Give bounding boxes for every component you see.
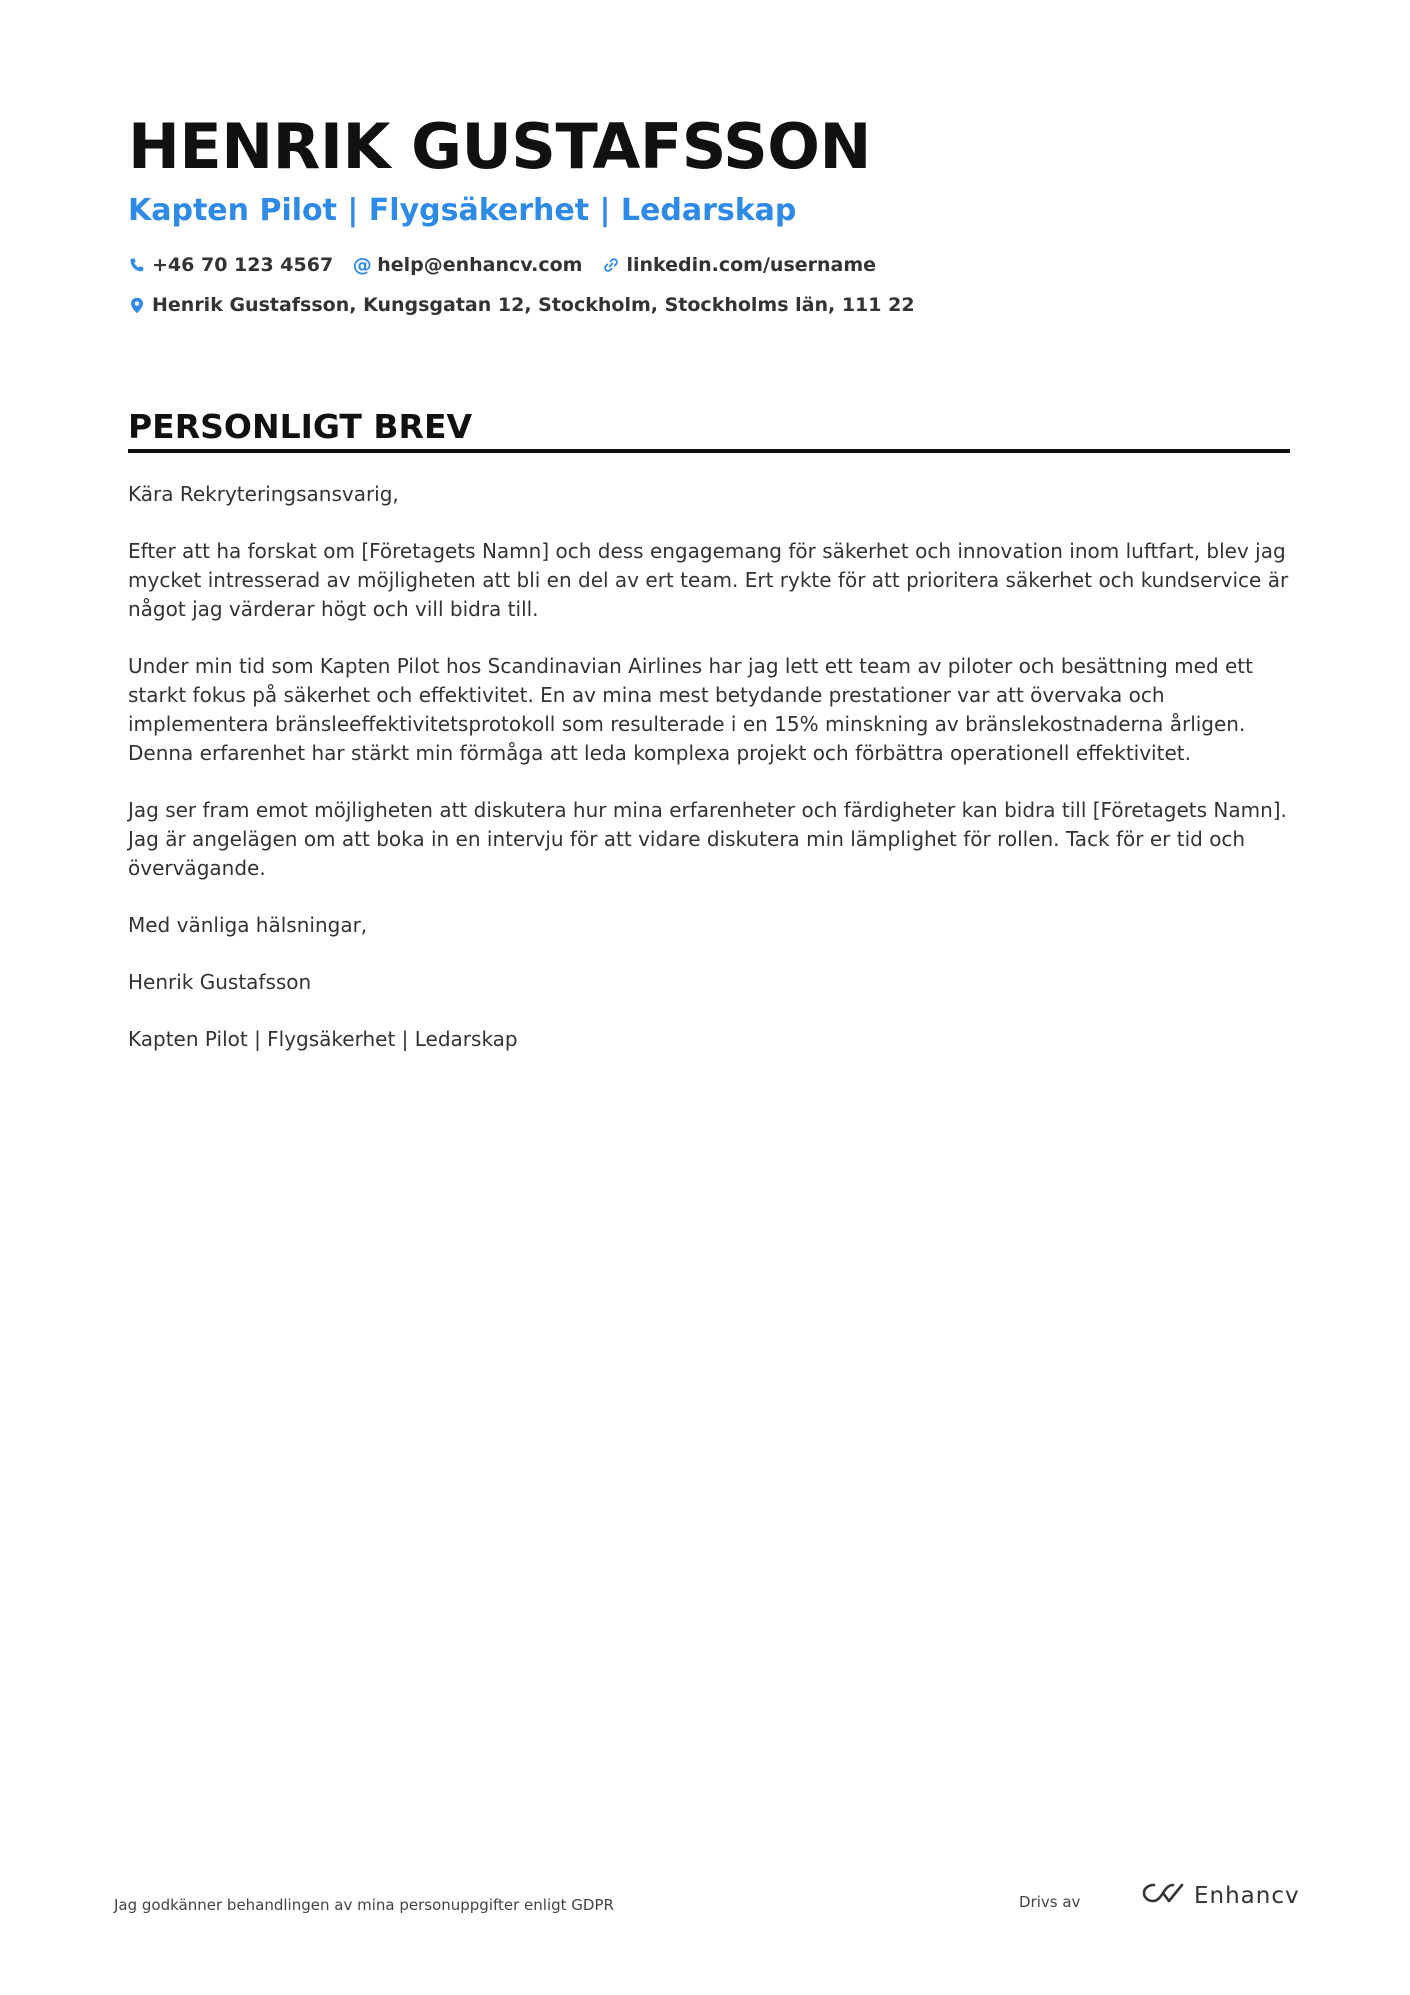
email-text: help@enhancv.com bbox=[377, 254, 583, 276]
contact-linkedin[interactable] bbox=[602, 254, 876, 276]
address-text: Henrik Gustafsson, Kungsgatan 12, Stockholm, Stockholms län, 111 22 bbox=[152, 294, 915, 316]
enhancv-logo[interactable] bbox=[1140, 1880, 1300, 1911]
at-icon: @ bbox=[352, 253, 372, 276]
contact-row-secondary bbox=[128, 294, 935, 316]
letter-paragraph: Under min tid som Kapten Pilot hos Scandinavian Airlines har jag lett ett team av piloter och besättning med ett starkt fokus på säkerhet och effektivitet. En av mina mest betydande prestationer var att övervaka och implementera bränsleeffektivitetsprotokoll som resulterade i en 15% minskning av bränslekostnaderna årligen. Denna erfarenhet har stärkt min förmåga att leda komplexa projekt och förbättra operationell effektivitet. bbox=[128, 654, 1253, 765]
phone-icon bbox=[128, 256, 146, 274]
location-pin-icon bbox=[128, 296, 146, 314]
letter-paragraph: Jag ser fram emot möjligheten att diskutera hur mina erfarenheter och färdigheter kan bidra till [Företagets Namn]. Jag är angelägen om att boka in en intervju för att vidare diskutera min lämplighet för rollen. Tack för er tid och övervägande. bbox=[128, 798, 1287, 880]
candidate-name: HENRIK GUSTAFSSON bbox=[128, 110, 871, 183]
enhancv-logo-icon bbox=[1140, 1880, 1186, 1911]
section-divider bbox=[128, 449, 1290, 453]
section-title: PERSONLIGT BREV bbox=[128, 407, 473, 446]
link-icon bbox=[602, 256, 620, 274]
letter-signature: Henrik Gustafsson bbox=[128, 970, 312, 994]
enhancv-brand-name: Enhancv bbox=[1194, 1882, 1300, 1909]
letter-body bbox=[128, 480, 1290, 1082]
phone-text: +46 70 123 4567 bbox=[152, 254, 334, 276]
linkedin-text: linkedin.com/username bbox=[626, 254, 877, 276]
powered-by-text: Drivs av bbox=[1019, 1893, 1081, 1911]
gdpr-consent-text: Jag godkänner behandlingen av mina personuppgifter enligt GDPR bbox=[114, 1896, 614, 1914]
letter-closing: Med vänliga hälsningar, bbox=[128, 913, 368, 937]
contact-email[interactable] bbox=[353, 254, 582, 276]
letter-signature-title: Kapten Pilot | Flygsäkerhet | Ledarskap bbox=[128, 1027, 518, 1051]
letter-greeting: Kära Rekryteringsansvarig, bbox=[128, 482, 399, 506]
contact-row-primary bbox=[128, 254, 896, 276]
letter-paragraph: Efter att ha forskat om [Företagets Namn] och dess engagemang för säkerhet och innovation inom luftfart, blev jag mycket intresserad av möjligheten att bli en del av ert team. Ert rykte för att prioritera säkerhet och kundservice är något jag värderar högt och vill bidra till. bbox=[128, 539, 1289, 621]
contact-phone[interactable] bbox=[128, 254, 333, 276]
candidate-tagline: Kapten Pilot | Flygsäkerhet | Ledarskap bbox=[128, 193, 797, 228]
contact-address bbox=[128, 294, 915, 316]
